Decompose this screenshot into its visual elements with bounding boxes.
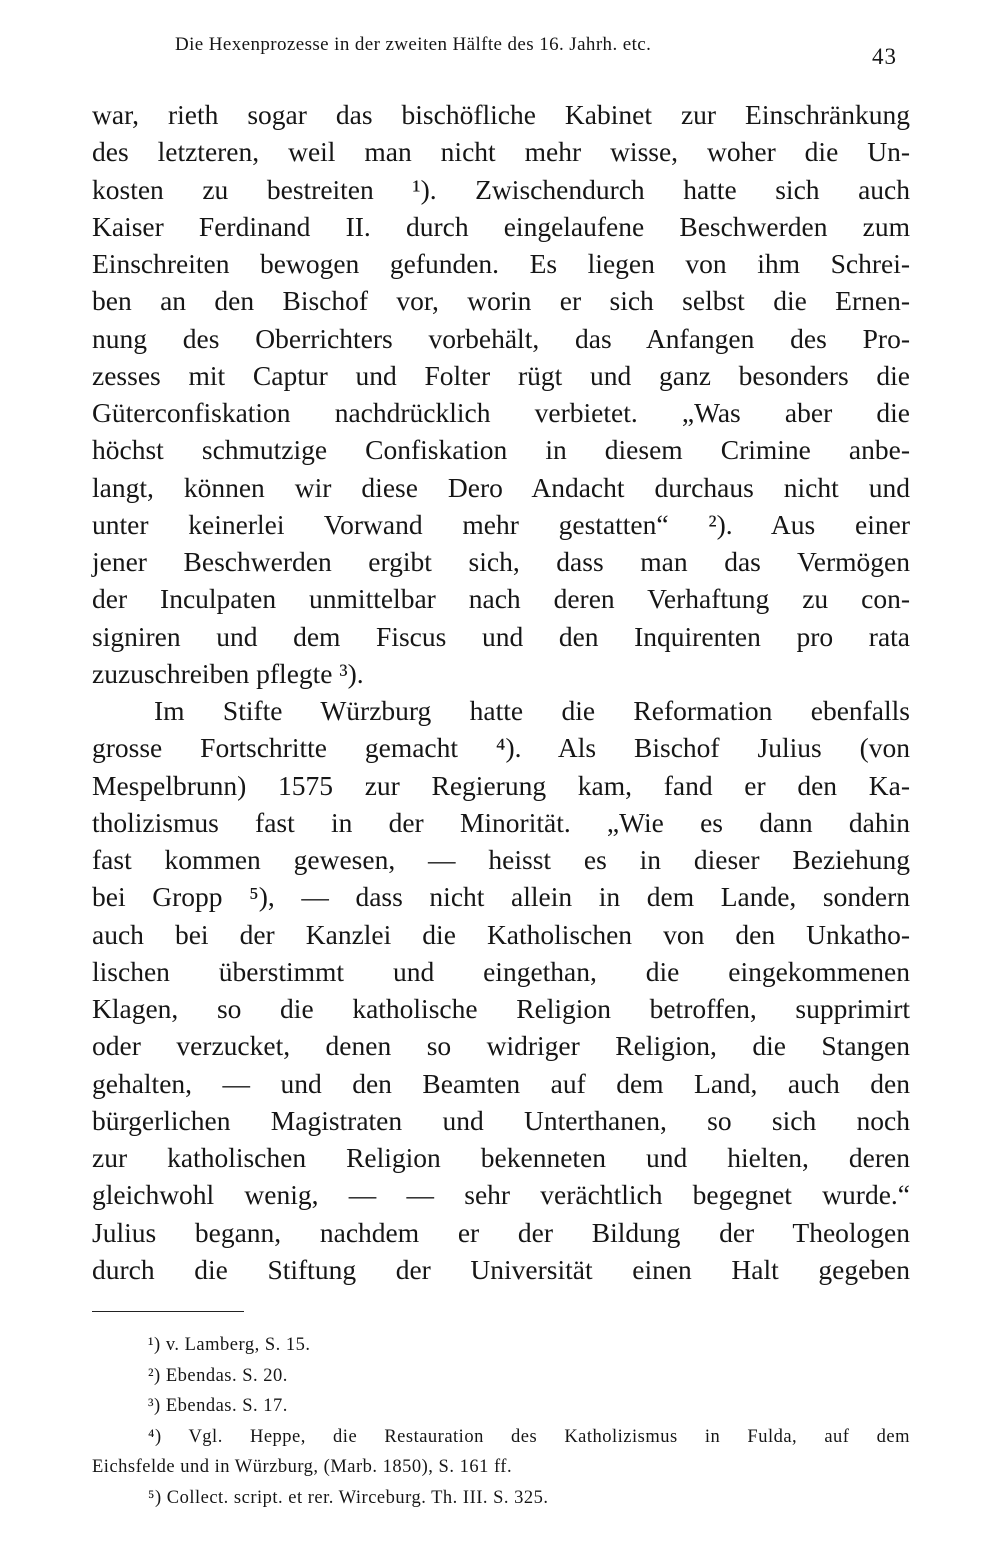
running-head: Die Hexenprozesse in der zweiten Hälfte des 16. Jahrh. etc. (175, 34, 652, 55)
text-line: nung des Oberrichters vorbehält, das Anfangen des Pro- (92, 322, 910, 354)
text-line: oder verzucket, denen so widriger Religion, die Stangen (92, 1030, 910, 1062)
text-line: fast kommen gewesen, — heisst es in dieser Beziehung (92, 844, 910, 875)
text-line: Güterconfiskation nachdrücklich verbietet. „Was aber die (92, 397, 910, 428)
text-line: jener Beschwerden ergibt sich, dass man das Vermögen (92, 546, 910, 577)
text-line: zur katholischen Religion bekenneten und hielten, deren (92, 1142, 910, 1173)
text-line: zesses mit Captur und Folter rügt und ganz besonders die (92, 359, 910, 391)
text-line: Einschreiten bewogen gefunden. Es liegen von ihm Schrei- (92, 248, 910, 279)
paragraph-start-line: Im Stifte Würzburg hatte die Reformation ebenfalls (154, 695, 910, 726)
text-line: Julius begann, nachdem er der Bildung der Theologen (92, 1216, 910, 1248)
footnote-1: ¹) v. Lamberg, S. 15. (148, 1335, 311, 1355)
body-text (92, 96, 910, 1288)
text-line: bürgerlichen Magistraten und Unterthanen, so sich noch (92, 1104, 910, 1136)
footnote-4: ⁴) Vgl. Heppe, die Restauration des Katholizismus in Fulda, auf dem (148, 1426, 910, 1447)
text-line: durch die Stiftung der Universität einen Halt gegeben (92, 1253, 910, 1285)
text-line: lischen überstimmt und eingethan, die eingekommenen (92, 955, 910, 987)
footnote-5: ⁵) Collect. script. et rer. Wirceburg. Th. III. S. 325. (148, 1487, 549, 1508)
text-line: gleichwohl wenig, — — sehr verächtlich begegnet wurde.“ (92, 1179, 910, 1211)
text-line: signiren und dem Fiscus und den Inquirenten pro rata (92, 620, 910, 652)
text-line: höchst schmutzige Confiskation in diesem Crimine anbe- (92, 434, 910, 466)
page-number: 43 (872, 44, 897, 69)
text-line: langt, können wir diese Dero Andacht durchaus nicht und (92, 471, 910, 503)
text-line: des letzteren, weil man nicht mehr wisse, woher die Un- (92, 136, 910, 168)
footnote-4-continued: Eichsfelde und in Würzburg, (Marb. 1850), S. 161 ff. (92, 1457, 513, 1477)
paragraph-end-line: zuzuschreiben pflegte ³). (92, 657, 364, 689)
footnote-3: ³) Ebendas. S. 17. (148, 1396, 288, 1416)
text-line: der Inculpaten unmittelbar nach deren Verhaftung zu con- (92, 583, 910, 615)
footnote-divider (92, 1311, 244, 1312)
text-line: Kaiser Ferdinand II. durch eingelaufene Beschwerden zum (92, 210, 910, 242)
text-line: tholizismus fast in der Minorität. „Wie es dann dahin (92, 806, 910, 838)
text-line: ben an den Bischof vor, worin er sich selbst die Ernen- (92, 285, 910, 317)
text-line: gehalten, — und den Beamten auf dem Land, auch den (92, 1067, 910, 1099)
footnotes (92, 1330, 910, 1513)
text-line: unter keinerlei Vorwand mehr gestatten“ ²). Aus einer (92, 508, 910, 540)
text-line: auch bei der Kanzlei die Katholischen von den Unkatho- (92, 918, 910, 950)
text-line: war, rieth sogar das bischöfliche Kabinet zur Einschränkung (92, 99, 910, 130)
text-line: bei Gropp ⁵), — dass nicht allein in dem Lande, sondern (92, 881, 910, 913)
text-line: Klagen, so die katholische Religion betroffen, supprimirt (92, 993, 910, 1024)
text-line: Mespelbrunn) 1575 zur Regierung kam, fand er den Ka- (92, 769, 910, 801)
text-line: grosse Fortschritte gemacht ⁴). Als Bischof Julius (von (92, 732, 910, 764)
footnote-2: ²) Ebendas. S. 20. (148, 1365, 288, 1386)
text-line: kosten zu bestreiten ¹). Zwischendurch hatte sich auch (92, 173, 910, 205)
